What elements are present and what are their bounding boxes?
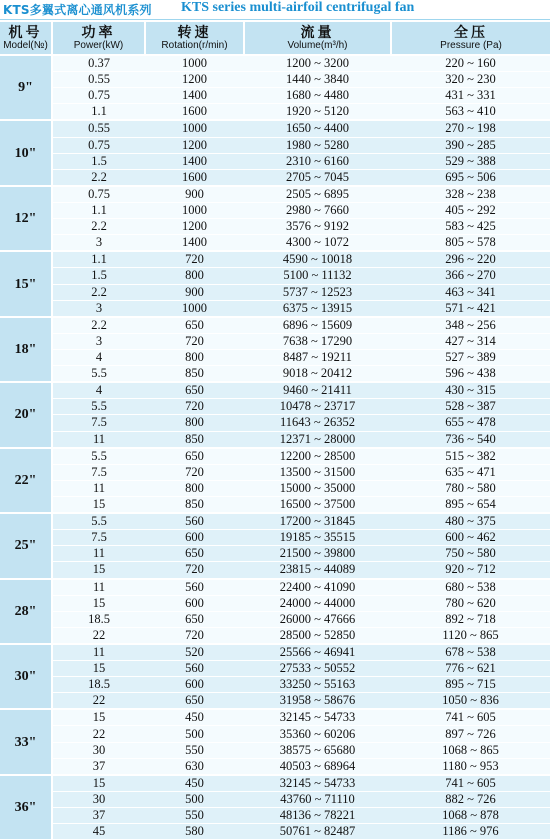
model-cell: 18" [0, 317, 52, 382]
volume-cell: 1650 ~ 4400 [244, 120, 391, 137]
model-group [0, 382, 550, 447]
pressure-cell: 695 ~ 506 [391, 169, 550, 186]
volume-cell: 40503 ~ 68964 [244, 758, 391, 775]
model-group [0, 55, 550, 120]
volume-cell: 7638 ~ 17290 [244, 333, 391, 349]
pressure-cell: 1068 ~ 865 [391, 742, 550, 758]
rotation-cell: 720 [145, 464, 244, 480]
power-cell: 2.2 [52, 284, 145, 300]
table-row [0, 791, 550, 807]
table-row [0, 579, 550, 596]
rotation-cell: 850 [145, 496, 244, 513]
table-row [0, 235, 550, 252]
pressure-cell: 600 ~ 462 [391, 530, 550, 546]
model-group [0, 120, 550, 185]
volume-cell: 50761 ~ 82487 [244, 824, 391, 839]
rotation-cell: 800 [145, 349, 244, 365]
pressure-cell: 805 ~ 578 [391, 235, 550, 252]
pressure-cell: 528 ~ 387 [391, 399, 550, 415]
pressure-cell: 678 ~ 538 [391, 644, 550, 661]
power-cell: 7.5 [52, 415, 145, 431]
volume-cell: 23815 ~ 44089 [244, 562, 391, 579]
volume-cell: 27533 ~ 50552 [244, 661, 391, 677]
table-row [0, 333, 550, 349]
pressure-cell: 348 ~ 256 [391, 317, 550, 334]
table-row [0, 300, 550, 317]
pressure-cell: 892 ~ 718 [391, 611, 550, 627]
pressure-cell: 296 ~ 220 [391, 251, 550, 268]
pressure-cell: 1180 ~ 953 [391, 758, 550, 775]
rotation-cell: 1200 [145, 137, 244, 153]
rotation-cell: 1600 [145, 169, 244, 186]
pressure-cell: 780 ~ 580 [391, 480, 550, 496]
table-row [0, 88, 550, 104]
pressure-cell: 529 ~ 388 [391, 153, 550, 169]
pressure-cell: 897 ~ 726 [391, 726, 550, 742]
table-header [0, 22, 550, 55]
title-chinese: KTS多翼式离心通风机系列 [3, 3, 152, 17]
power-cell: 37 [52, 758, 145, 775]
table-row [0, 530, 550, 546]
volume-cell: 1980 ~ 5280 [244, 137, 391, 153]
rotation-cell: 550 [145, 742, 244, 758]
pressure-cell: 882 ~ 726 [391, 791, 550, 807]
power-cell: 15 [52, 496, 145, 513]
rotation-cell: 650 [145, 448, 244, 465]
rotation-cell: 1400 [145, 88, 244, 104]
pressure-cell: 270 ~ 198 [391, 120, 550, 137]
power-cell: 7.5 [52, 530, 145, 546]
pressure-cell: 328 ~ 238 [391, 186, 550, 203]
table-row [0, 219, 550, 235]
pressure-cell: 583 ~ 425 [391, 219, 550, 235]
power-cell: 37 [52, 808, 145, 824]
table-row [0, 496, 550, 513]
rotation-cell: 900 [145, 284, 244, 300]
pressure-cell: 776 ~ 621 [391, 661, 550, 677]
model-cell: 10" [0, 120, 52, 185]
power-cell: 4 [52, 382, 145, 399]
table-row [0, 349, 550, 365]
pressure-cell: 405 ~ 292 [391, 202, 550, 218]
table-row [0, 595, 550, 611]
table-row [0, 464, 550, 480]
rotation-cell: 650 [145, 317, 244, 334]
volume-cell: 26000 ~ 47666 [244, 611, 391, 627]
volume-cell: 1920 ~ 5120 [244, 104, 391, 121]
power-cell: 5.5 [52, 448, 145, 465]
pressure-cell: 480 ~ 375 [391, 513, 550, 530]
rotation-cell: 1400 [145, 153, 244, 169]
table-row [0, 611, 550, 627]
power-cell: 11 [52, 579, 145, 596]
rotation-cell: 1600 [145, 104, 244, 121]
table-row [0, 546, 550, 562]
table-row [0, 726, 550, 742]
table-row [0, 644, 550, 661]
volume-cell: 15000 ~ 35000 [244, 480, 391, 496]
power-cell: 1.5 [52, 268, 145, 284]
rotation-cell: 450 [145, 709, 244, 726]
rotation-cell: 650 [145, 382, 244, 399]
header-pressure-cn: 全压 [454, 24, 488, 41]
volume-cell: 2505 ~ 6895 [244, 186, 391, 203]
pressure-cell: 736 ~ 540 [391, 431, 550, 448]
rotation-cell: 580 [145, 824, 244, 839]
model-group [0, 644, 550, 709]
volume-cell: 9018 ~ 20412 [244, 366, 391, 383]
pressure-cell: 895 ~ 715 [391, 677, 550, 693]
rotation-cell: 630 [145, 758, 244, 775]
volume-cell: 2980 ~ 7660 [244, 202, 391, 218]
power-cell: 0.55 [52, 120, 145, 137]
model-cell: 22" [0, 448, 52, 513]
title-bar [0, 0, 550, 20]
power-cell: 11 [52, 546, 145, 562]
power-cell: 2.2 [52, 317, 145, 334]
pressure-cell: 920 ~ 712 [391, 562, 550, 579]
power-cell: 4 [52, 349, 145, 365]
table-row [0, 627, 550, 644]
rotation-cell: 900 [145, 186, 244, 203]
rotation-cell: 550 [145, 808, 244, 824]
table-row [0, 480, 550, 496]
power-cell: 0.75 [52, 88, 145, 104]
header-pressure-en: Pressure (Pa) [440, 39, 502, 51]
table-row [0, 104, 550, 121]
rotation-cell: 500 [145, 726, 244, 742]
power-cell: 22 [52, 726, 145, 742]
table-row [0, 120, 550, 137]
model-cell: 9" [0, 55, 52, 120]
model-group [0, 775, 550, 839]
rotation-cell: 850 [145, 366, 244, 383]
table-row [0, 317, 550, 334]
rotation-cell: 500 [145, 791, 244, 807]
header-rotation [145, 22, 244, 55]
volume-cell: 2705 ~ 7045 [244, 169, 391, 186]
power-cell: 1.1 [52, 251, 145, 268]
volume-cell: 10478 ~ 23717 [244, 399, 391, 415]
table-row [0, 186, 550, 203]
volume-cell: 9460 ~ 21411 [244, 382, 391, 399]
header-power-cn: 功率 [81, 24, 116, 41]
volume-cell: 6375 ~ 13915 [244, 300, 391, 317]
power-cell: 0.37 [52, 55, 145, 72]
rotation-cell: 650 [145, 693, 244, 710]
pressure-cell: 390 ~ 285 [391, 137, 550, 153]
model-group [0, 709, 550, 774]
volume-cell: 31958 ~ 58676 [244, 693, 391, 710]
pressure-cell: 527 ~ 389 [391, 349, 550, 365]
model-cell: 15" [0, 251, 52, 316]
fan-spec-table [0, 22, 550, 839]
power-cell: 22 [52, 693, 145, 710]
power-cell: 0.75 [52, 186, 145, 203]
volume-cell: 11643 ~ 26352 [244, 415, 391, 431]
header-rotation-cn: 转速 [177, 24, 212, 41]
header-power-en: Power(kW) [73, 39, 124, 51]
table-row [0, 742, 550, 758]
table-row [0, 202, 550, 218]
power-cell: 0.75 [52, 137, 145, 153]
volume-cell: 4590 ~ 10018 [244, 251, 391, 268]
rotation-cell: 720 [145, 627, 244, 644]
power-cell: 2.2 [52, 219, 145, 235]
volume-cell: 12200 ~ 28500 [244, 448, 391, 465]
power-cell: 1.5 [52, 153, 145, 169]
volume-cell: 1680 ~ 4480 [244, 88, 391, 104]
model-cell: 20" [0, 382, 52, 447]
rotation-cell: 720 [145, 399, 244, 415]
table-row [0, 366, 550, 383]
power-cell: 5.5 [52, 399, 145, 415]
table-row [0, 72, 550, 88]
rotation-cell: 600 [145, 677, 244, 693]
volume-cell: 3576 ~ 9192 [244, 219, 391, 235]
rotation-cell: 1000 [145, 120, 244, 137]
header-model-cn: 机号 [8, 24, 43, 41]
rotation-cell: 720 [145, 251, 244, 268]
rotation-cell: 850 [145, 431, 244, 448]
power-cell: 3 [52, 235, 145, 252]
volume-cell: 32145 ~ 54733 [244, 775, 391, 792]
volume-cell: 48136 ~ 78221 [244, 808, 391, 824]
volume-cell: 5100 ~ 11132 [244, 268, 391, 284]
pressure-cell: 655 ~ 478 [391, 415, 550, 431]
pressure-cell: 515 ~ 382 [391, 448, 550, 465]
pressure-cell: 750 ~ 580 [391, 546, 550, 562]
power-cell: 18.5 [52, 677, 145, 693]
rotation-cell: 1000 [145, 55, 244, 72]
model-cell: 25" [0, 513, 52, 578]
rotation-cell: 1200 [145, 72, 244, 88]
title-english: KTS series multi-airfoil centrifugal fan [181, 0, 415, 15]
volume-cell: 21500 ~ 39800 [244, 546, 391, 562]
rotation-cell: 600 [145, 530, 244, 546]
pressure-cell: 427 ~ 314 [391, 333, 550, 349]
model-cell: 30" [0, 644, 52, 709]
pressure-cell: 1186 ~ 976 [391, 824, 550, 839]
table-row [0, 268, 550, 284]
pressure-cell: 1068 ~ 878 [391, 808, 550, 824]
table-row [0, 758, 550, 775]
table-row [0, 399, 550, 415]
table-row [0, 513, 550, 530]
rotation-cell: 520 [145, 644, 244, 661]
rotation-cell: 600 [145, 595, 244, 611]
pressure-cell: 431 ~ 331 [391, 88, 550, 104]
rotation-cell: 650 [145, 611, 244, 627]
power-cell: 11 [52, 644, 145, 661]
model-group [0, 579, 550, 644]
power-cell: 15 [52, 595, 145, 611]
table-row [0, 693, 550, 710]
table-row [0, 775, 550, 792]
pressure-cell: 635 ~ 471 [391, 464, 550, 480]
table-row [0, 562, 550, 579]
volume-cell: 1440 ~ 3840 [244, 72, 391, 88]
table-row [0, 808, 550, 824]
power-cell: 2.2 [52, 169, 145, 186]
volume-cell: 6896 ~ 15609 [244, 317, 391, 334]
table-row [0, 137, 550, 153]
table-row [0, 169, 550, 186]
table-row [0, 661, 550, 677]
pressure-cell: 741 ~ 605 [391, 709, 550, 726]
table-row [0, 824, 550, 839]
power-cell: 30 [52, 791, 145, 807]
volume-cell: 43760 ~ 71110 [244, 791, 391, 807]
model-group [0, 317, 550, 382]
rotation-cell: 800 [145, 268, 244, 284]
rotation-cell: 800 [145, 415, 244, 431]
power-cell: 18.5 [52, 611, 145, 627]
power-cell: 15 [52, 775, 145, 792]
volume-cell: 38575 ~ 65680 [244, 742, 391, 758]
rotation-cell: 560 [145, 661, 244, 677]
volume-cell: 8487 ~ 19211 [244, 349, 391, 365]
model-group [0, 251, 550, 316]
volume-cell: 19185 ~ 35515 [244, 530, 391, 546]
table-row [0, 677, 550, 693]
pressure-cell: 741 ~ 605 [391, 775, 550, 792]
pressure-cell: 320 ~ 230 [391, 72, 550, 88]
volume-cell: 25566 ~ 46941 [244, 644, 391, 661]
table-row [0, 448, 550, 465]
model-cell: 12" [0, 186, 52, 251]
power-cell: 3 [52, 300, 145, 317]
power-cell: 15 [52, 562, 145, 579]
rotation-cell: 1200 [145, 219, 244, 235]
power-cell: 11 [52, 480, 145, 496]
header-model [0, 22, 52, 55]
volume-cell: 13500 ~ 31500 [244, 464, 391, 480]
table-row [0, 55, 550, 72]
pressure-cell: 680 ~ 538 [391, 579, 550, 596]
volume-cell: 35360 ~ 60206 [244, 726, 391, 742]
volume-cell: 4300 ~ 1072 [244, 235, 391, 252]
rotation-cell: 720 [145, 333, 244, 349]
rotation-cell: 560 [145, 579, 244, 596]
power-cell: 0.55 [52, 72, 145, 88]
power-cell: 5.5 [52, 513, 145, 530]
power-cell: 30 [52, 742, 145, 758]
power-cell: 5.5 [52, 366, 145, 383]
pressure-cell: 895 ~ 654 [391, 496, 550, 513]
rotation-cell: 1000 [145, 300, 244, 317]
header-volume-en: Volume(m³/h) [287, 39, 348, 51]
volume-cell: 2310 ~ 6160 [244, 153, 391, 169]
volume-cell: 1200 ~ 3200 [244, 55, 391, 72]
table-row [0, 431, 550, 448]
pressure-cell: 1120 ~ 865 [391, 627, 550, 644]
volume-cell: 16500 ~ 37500 [244, 496, 391, 513]
pressure-cell: 366 ~ 270 [391, 268, 550, 284]
power-cell: 15 [52, 661, 145, 677]
rotation-cell: 1400 [145, 235, 244, 252]
volume-cell: 12371 ~ 28000 [244, 431, 391, 448]
header-power [52, 22, 145, 55]
volume-cell: 17200 ~ 31845 [244, 513, 391, 530]
title-divider [0, 19, 550, 20]
volume-cell: 33250 ~ 55163 [244, 677, 391, 693]
power-cell: 1.1 [52, 104, 145, 121]
table-row [0, 709, 550, 726]
power-cell: 3 [52, 333, 145, 349]
table-row [0, 415, 550, 431]
rotation-cell: 800 [145, 480, 244, 496]
pressure-cell: 463 ~ 341 [391, 284, 550, 300]
volume-cell: 28500 ~ 52850 [244, 627, 391, 644]
power-cell: 1.1 [52, 202, 145, 218]
volume-cell: 32145 ~ 54733 [244, 709, 391, 726]
power-cell: 45 [52, 824, 145, 839]
volume-cell: 22400 ~ 41090 [244, 579, 391, 596]
model-cell: 28" [0, 579, 52, 644]
header-model-en: Model(№) [3, 39, 48, 51]
power-cell: 22 [52, 627, 145, 644]
pressure-cell: 596 ~ 438 [391, 366, 550, 383]
power-cell: 7.5 [52, 464, 145, 480]
table-row [0, 284, 550, 300]
volume-cell: 5737 ~ 12523 [244, 284, 391, 300]
pressure-cell: 571 ~ 421 [391, 300, 550, 317]
pressure-cell: 430 ~ 315 [391, 382, 550, 399]
rotation-cell: 720 [145, 562, 244, 579]
header-rotation-en: Rotation(r/min) [161, 39, 228, 51]
pressure-cell: 780 ~ 620 [391, 595, 550, 611]
volume-cell: 24000 ~ 44000 [244, 595, 391, 611]
header-pressure [391, 22, 550, 55]
header-volume [244, 22, 391, 55]
table-row [0, 153, 550, 169]
rotation-cell: 650 [145, 546, 244, 562]
pressure-cell: 220 ~ 160 [391, 55, 550, 72]
rotation-cell: 560 [145, 513, 244, 530]
power-cell: 11 [52, 431, 145, 448]
header-volume-cn: 流量 [300, 24, 335, 41]
model-cell: 33" [0, 709, 52, 774]
model-group [0, 513, 550, 578]
table-row [0, 382, 550, 399]
pressure-cell: 563 ~ 410 [391, 104, 550, 121]
model-group [0, 186, 550, 251]
table-row [0, 251, 550, 268]
rotation-cell: 1000 [145, 202, 244, 218]
power-cell: 15 [52, 709, 145, 726]
pressure-cell: 1050 ~ 836 [391, 693, 550, 710]
model-group [0, 448, 550, 513]
header-row [0, 22, 550, 55]
model-cell: 36" [0, 775, 52, 839]
rotation-cell: 450 [145, 775, 244, 792]
